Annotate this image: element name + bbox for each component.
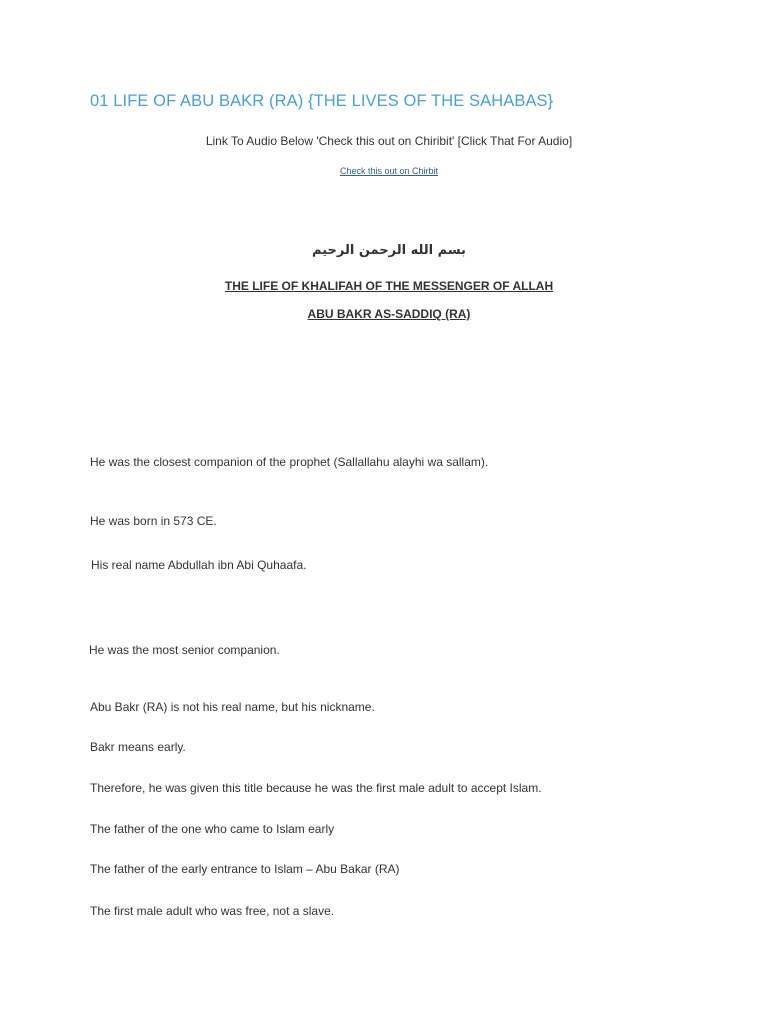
paragraph-title-reason: Therefore, he was given this title because he was the first male adult to accept Islam.: [90, 781, 542, 795]
bismillah-heading: بسم الله الرحمن الرحيم: [312, 243, 466, 258]
section-heading-line2: ABU BAKR AS-SADDIQ (RA): [307, 307, 471, 321]
chirbit-audio-link[interactable]: Check this out on Chirbit: [339, 166, 439, 176]
paragraph-closest-companion: He was the closest companion of the prophet (Sallallahu alayhi wa sallam).: [90, 455, 489, 469]
paragraph-nickname: Abu Bakr (RA) is not his real name, but his nickname.: [90, 700, 375, 714]
paragraph-real-name: His real name Abdullah ibn Abi Quhaafa.: [91, 558, 307, 572]
audio-note: Link To Audio Below 'Check this out on Chiribit' [Click That For Audio]: [205, 134, 573, 148]
paragraph-bakr-meaning: Bakr means early.: [90, 740, 186, 754]
paragraph-free-adult: The first male adult who was free, not a slave.: [90, 904, 335, 918]
audio-link-row: [0, 161, 768, 179]
paragraph-father-early: The father of the one who came to Islam early: [90, 822, 335, 836]
paragraph-birth-year: He was born in 573 CE.: [90, 514, 217, 528]
paragraph-early-entrance: The father of the early entrance to Islam – Abu Bakar (RA): [90, 862, 400, 876]
section-heading-line1: THE LIFE OF KHALIFAH OF THE MESSENGER OF ALLAH: [224, 279, 554, 293]
paragraph-senior-companion: He was the most senior companion.: [89, 643, 280, 657]
document-title: 01 LIFE OF ABU BAKR (RA) {THE LIVES OF THE SAHABAS}: [90, 92, 554, 110]
